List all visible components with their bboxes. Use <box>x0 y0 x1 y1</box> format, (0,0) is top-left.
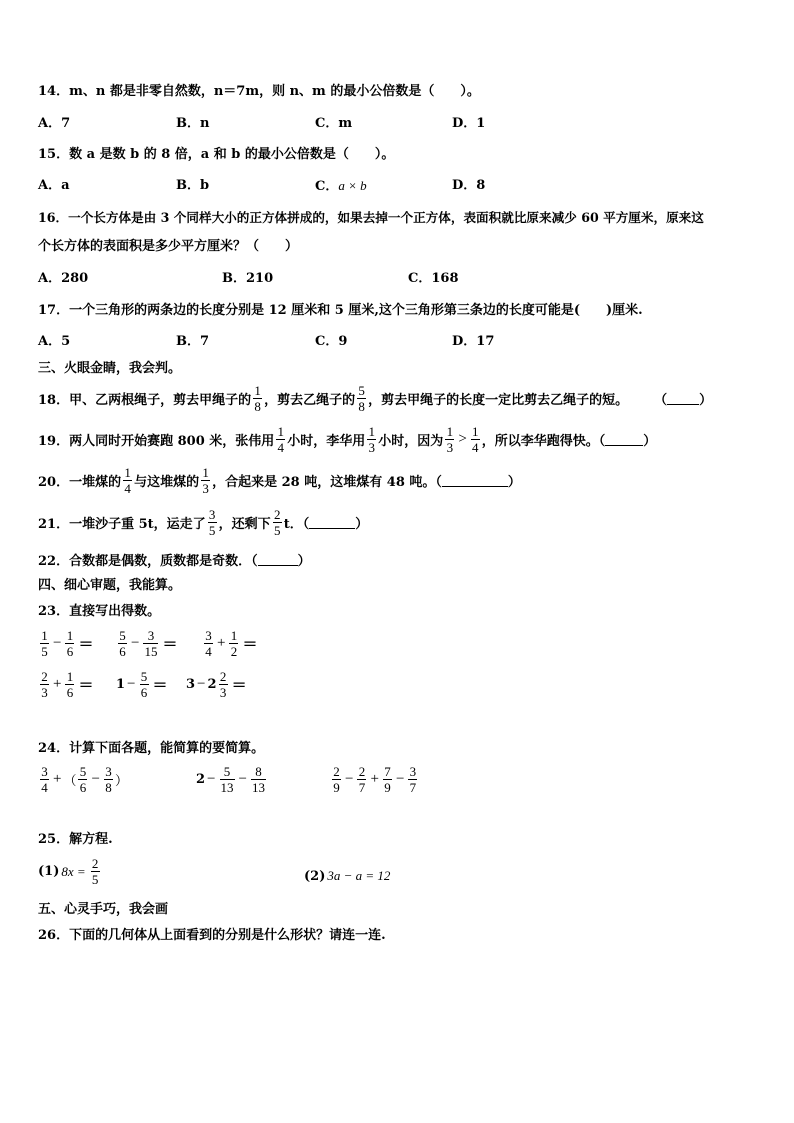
q16-option-b[interactable]: B．210 <box>222 271 274 286</box>
denominator: 5 <box>273 522 281 538</box>
q21-answer-blank[interactable] <box>309 516 355 529</box>
numerator: 2 <box>358 764 366 779</box>
q16-stem-line1: 16．一个长方体是由 3 个同样大小的正方体拼成的，如果去掉一个正方体，表面积就比原来减少 60 平方厘米，原来这 <box>38 210 704 225</box>
fraction <box>65 628 74 659</box>
operator: − <box>127 676 136 692</box>
q23-expr-5 <box>116 669 170 700</box>
equals-sign: ＝ <box>242 637 258 653</box>
q19-text-d: ，所以李华跑得快。（ <box>481 433 606 449</box>
fraction <box>357 764 366 795</box>
numerator: 5 <box>223 764 231 779</box>
numerator: 5 <box>358 382 365 398</box>
q14-option-a[interactable]: A．7 <box>38 116 71 131</box>
q17-option-b[interactable]: B．7 <box>176 334 210 349</box>
denominator: 5 <box>41 644 48 659</box>
q22-row <box>38 539 311 579</box>
numerator: 3 <box>409 764 417 779</box>
denominator: 5 <box>91 872 99 887</box>
q18-answer-blank[interactable] <box>667 392 699 405</box>
q16-option-a[interactable]: A．280 <box>38 271 89 286</box>
q23-stem: 23．直接写出得数。 <box>38 604 161 619</box>
numerator: 5 <box>79 764 87 779</box>
equation-lhs: 8x = <box>61 863 86 879</box>
denominator: 3 <box>219 685 227 700</box>
equals-sign: ＝ <box>152 678 168 694</box>
section-5-heading: 五、心灵手巧，我会画 <box>38 902 169 917</box>
denominator: 6 <box>66 685 74 700</box>
q20-fraction-2 <box>201 465 210 496</box>
q20-fraction-1 <box>123 465 132 496</box>
numerator: 1 <box>277 423 285 439</box>
q23-expr-2 <box>116 628 179 659</box>
q23-expr-6 <box>186 669 249 700</box>
equals-sign: ＝ <box>78 637 94 653</box>
operator: − <box>207 771 216 787</box>
q20-text-c: ，合起来是 28 吨，这堆煤有 48 吨。（ <box>212 474 442 490</box>
q19-fraction-3 <box>445 424 454 455</box>
q15-option-a[interactable]: A．a <box>38 178 70 193</box>
numerator: 5 <box>140 669 148 684</box>
numerator: 1 <box>66 628 74 643</box>
equation-label: (2) <box>304 868 326 884</box>
denominator: 3 <box>41 685 48 700</box>
operator: − <box>395 771 405 787</box>
q21-text-b: ，还剩下 <box>218 516 271 532</box>
q19-paren-close: ） <box>643 433 657 449</box>
fraction <box>40 764 49 795</box>
equation-label: (1) <box>38 864 60 879</box>
numerator: 3 <box>105 764 112 779</box>
denominator: 4 <box>41 780 48 795</box>
fraction <box>332 764 341 795</box>
fraction <box>251 764 266 795</box>
operator: − <box>197 676 206 692</box>
operator: + <box>217 635 226 651</box>
q19-text-b: 小时，李华用 <box>287 433 366 449</box>
numerator: 1 <box>254 382 261 398</box>
fraction <box>229 628 238 659</box>
operator: − <box>91 771 100 787</box>
q19-fraction-2 <box>367 424 376 455</box>
q15-option-c[interactable] <box>315 178 367 195</box>
section-3-heading: 三、火眼金睛，我会判。 <box>38 361 182 376</box>
denominator: 15 <box>144 644 158 659</box>
whole-number: 1 <box>116 677 126 692</box>
denominator: 13 <box>220 780 234 795</box>
q16-option-c[interactable]: C．168 <box>408 271 459 286</box>
q14-option-c[interactable]: C．m <box>315 116 353 131</box>
q20-paren-close: ） <box>507 474 521 490</box>
fraction <box>140 669 149 700</box>
numerator: 5 <box>119 628 126 643</box>
denominator: 3 <box>368 439 376 455</box>
q25-stem: 25．解方程. <box>38 832 113 847</box>
fraction <box>219 669 228 700</box>
q18-text-c: ，剪去甲绳子的长度一定比剪去乙绳子的短。 <box>368 392 629 408</box>
numerator: 1 <box>124 464 131 480</box>
fraction <box>204 628 213 659</box>
equation-body: 3a − a = 12 <box>327 868 391 883</box>
fraction <box>143 628 158 659</box>
fraction <box>104 764 113 795</box>
q19-text-c: 小时，因为 <box>378 433 444 449</box>
q24-stem: 24．计算下面各题，能简算的要简算。 <box>38 741 265 756</box>
q19-fraction-1 <box>276 424 285 455</box>
denominator: 9 <box>333 780 340 795</box>
denominator: 6 <box>140 685 148 700</box>
q19-row <box>38 419 656 459</box>
q17-option-d[interactable]: D．17 <box>452 334 495 349</box>
q18-row <box>38 378 712 418</box>
fraction <box>220 764 235 795</box>
q21-fraction-2 <box>273 507 282 538</box>
q15-option-d[interactable]: D．8 <box>452 178 486 193</box>
fraction <box>40 628 49 659</box>
operator: − <box>238 771 247 787</box>
numerator: 1 <box>41 628 48 643</box>
q15-stem: 15．数 a 是数 b 的 8 倍，a 和 b 的最小公倍数是（ ）。 <box>38 147 395 162</box>
numerator: 1 <box>368 423 376 439</box>
denominator: 6 <box>66 644 74 659</box>
q15-option-c-label: C． <box>315 179 339 194</box>
denominator: 4 <box>277 439 285 455</box>
operator: + <box>370 771 379 787</box>
q20-answer-blank[interactable] <box>442 474 508 487</box>
denominator: 3 <box>202 480 209 496</box>
q23-expr-1 <box>38 628 95 659</box>
denominator: 7 <box>358 780 366 795</box>
denominator: 8 <box>254 398 261 414</box>
q20-text-b: 与这堆煤的 <box>134 474 200 490</box>
q18-text-a: 18．甲、乙两根绳子，剪去甲绳子的 <box>38 392 252 408</box>
q24-expr-2 <box>196 764 268 795</box>
fraction <box>78 764 87 795</box>
fraction <box>408 764 417 795</box>
operator: − <box>53 635 62 651</box>
q21-text-c: t．（ <box>283 516 310 532</box>
denominator: 9 <box>384 780 391 795</box>
numerator: 8 <box>255 764 262 779</box>
greater-than-sign: > <box>458 430 467 447</box>
section-4-heading: 四、细心审题，我能算。 <box>38 578 182 593</box>
numerator: 3 <box>205 628 212 643</box>
denominator: 6 <box>79 780 87 795</box>
denominator: 2 <box>230 644 238 659</box>
q15-option-b[interactable]: B．b <box>176 178 210 193</box>
denominator: 7 <box>409 780 417 795</box>
q17-option-a[interactable]: A．5 <box>38 334 71 349</box>
fraction <box>40 669 49 700</box>
fraction <box>65 669 74 700</box>
numerator: 2 <box>41 669 48 684</box>
q19-text-a: 19．两人同时开始赛跑 800 米，张伟用 <box>38 433 275 449</box>
numerator: 1 <box>446 423 454 439</box>
q25-equation-1 <box>38 856 102 887</box>
numerator: 2 <box>273 506 281 522</box>
q14-option-b[interactable]: B．n <box>176 116 210 131</box>
numerator: 2 <box>219 669 227 684</box>
fraction <box>383 764 392 795</box>
operator: − <box>131 635 140 651</box>
q17-option-c[interactable]: C．9 <box>315 334 348 349</box>
denominator: 3 <box>446 439 454 455</box>
denominator: 8 <box>358 398 365 414</box>
q18-fraction-1 <box>253 383 262 414</box>
operator: + <box>53 676 62 692</box>
denominator: 4 <box>124 480 131 496</box>
numerator: 2 <box>333 764 340 779</box>
numerator: 3 <box>147 628 155 643</box>
q21-row <box>38 502 368 542</box>
q21-paren-close: ） <box>355 516 369 532</box>
q18-paren-open: （ <box>654 392 668 408</box>
denominator: 8 <box>105 780 112 795</box>
numerator: 7 <box>384 764 391 779</box>
q18-fraction-2 <box>357 383 366 414</box>
q22-text: 22．合数都是偶数，质数都是奇数．（ <box>38 553 258 569</box>
denominator: 5 <box>208 522 216 538</box>
q21-text-a: 21．一堆沙子重 5t，运走了 <box>38 516 206 532</box>
q14-stem: 14．m、n 都是非零自然数，n＝7m，则 n、m 的最小公倍数是（ ）。 <box>38 84 480 99</box>
q18-text-b: ，剪去乙绳子的 <box>264 392 356 408</box>
numerator: 1 <box>230 628 238 643</box>
q22-paren-close: ） <box>297 553 311 569</box>
equals-sign: ＝ <box>231 678 247 694</box>
fraction <box>91 856 100 887</box>
q19-fraction-4 <box>471 424 480 455</box>
q16-stem-line2: 个长方体的表面积是多少平方厘米？（ ） <box>38 239 299 254</box>
q18-paren-close: ） <box>699 392 713 408</box>
mixed-whole: 2 <box>207 677 217 692</box>
denominator: 4 <box>472 439 479 455</box>
denominator: 13 <box>251 780 265 795</box>
q14-option-d[interactable]: D．1 <box>452 116 486 131</box>
numerator: 1 <box>202 464 209 480</box>
q26-stem: 26．下面的几何体从上面看到的分别是什么形状？请连一连. <box>38 928 386 943</box>
operator: + <box>53 771 62 787</box>
numerator: 2 <box>91 856 99 871</box>
q20-text-a: 20．一堆煤的 <box>38 474 122 490</box>
denominator: 6 <box>119 644 126 659</box>
numerator: 1 <box>66 669 74 684</box>
q23-expr-3 <box>202 628 259 659</box>
denominator: 4 <box>205 644 212 659</box>
whole-number: 3 <box>186 677 196 692</box>
q17-stem: 17．一个三角形的两条边的长度分别是 12 厘米和 5 厘米,这个三角形第三条边的长度可能是( )厘米. <box>38 303 643 318</box>
q22-answer-blank[interactable] <box>258 553 298 566</box>
numerator: 3 <box>41 764 48 779</box>
q19-answer-blank[interactable] <box>605 433 643 446</box>
fraction <box>118 628 127 659</box>
numerator: 3 <box>208 506 216 522</box>
q25-equation-2 <box>304 868 390 884</box>
q24-expr-1 <box>38 764 128 795</box>
left-paren: （ <box>63 774 77 789</box>
equals-sign: ＝ <box>78 678 94 694</box>
q15-option-c-expr: a × b <box>338 178 367 193</box>
whole-number: 2 <box>196 772 206 787</box>
q20-row <box>38 460 521 500</box>
operator: − <box>345 771 354 787</box>
numerator: 1 <box>472 423 479 439</box>
q23-expr-4 <box>38 669 95 700</box>
right-paren: ） <box>114 774 128 789</box>
q24-expr-3 <box>330 764 419 795</box>
equals-sign: ＝ <box>162 637 178 653</box>
q21-fraction-1 <box>208 507 217 538</box>
